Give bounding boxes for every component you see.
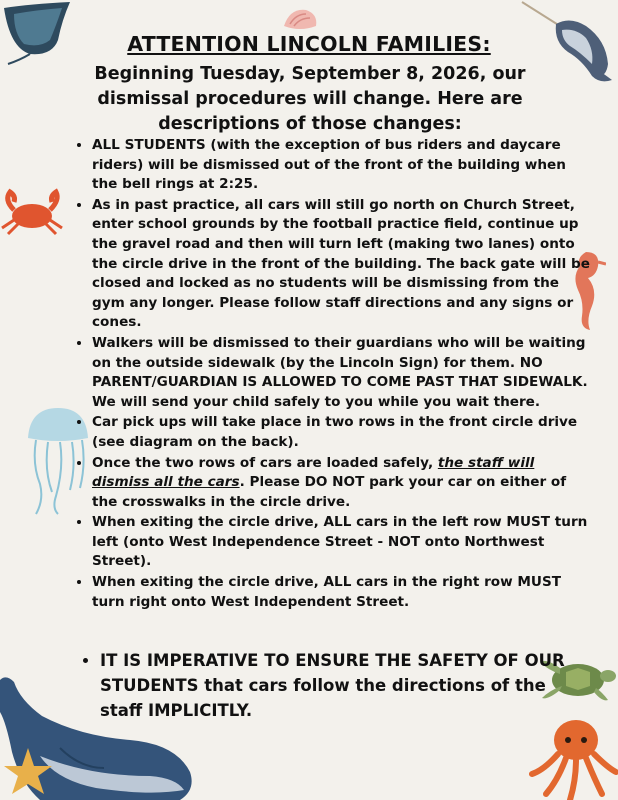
- crab-icon: [0, 186, 66, 238]
- seashell-icon: [280, 4, 320, 34]
- dismissal-rules-list: [70, 136, 592, 613]
- list-item: • When exiting the circle drive, ALL cars in the right row MUST turn right onto West Independent Street.: [92, 573, 592, 612]
- list-item: • As in past practice, all cars will still go north on Church Street, enter school grounds by the football practice field, continue up the gravel road and then will turn left (making two lanes) onto the circle drive in the front of the building. The back gate will be closed and locked as no students will be dismissing from the gym any longer. Please follow staff directions and any signs or cones.: [92, 196, 592, 333]
- list-item: [92, 454, 592, 513]
- safety-note: • IT IS IMPERATIVE TO ENSURE THE SAFETY OF OUR STUDENTS that cars follow the directions of the staff IMPLICITLY.: [100, 648, 590, 723]
- page-title: ATTENTION LINCOLN FAMILIES:: [127, 32, 491, 56]
- list-item: • Walkers will be dismissed to their guardians who will be waiting on the outside sidewalk (by the Lincoln Sign) for them. NO PARENT/GUARDIAN IS ALLOWED TO COME PAST THAT SIDEWALK. We will send your child safely to you while you wait there.: [92, 334, 592, 412]
- rule-text-pre: Once the two rows of cars are loaded safely,: [92, 454, 438, 471]
- rule-text-post: . Please DO NOT park your car on either of the crosswalks in the circle drive.: [92, 474, 567, 510]
- octopus-icon: [524, 714, 618, 800]
- list-item: • ALL STUDENTS (with the exception of bus riders and daycare riders) will be dismissed out of the front of the building when the bell rings at 2:25.: [92, 136, 592, 195]
- starfish-icon: [0, 744, 56, 800]
- list-item: • Car pick ups will take place in two rows in the front circle drive (see diagram on the back).: [92, 413, 592, 452]
- emphasized-text: the staff will dismiss all the cars: [92, 454, 535, 491]
- page-subtitle: Beginning Tuesday, September 8, 2026, our dismissal procedures will change. Here are descriptions of those changes:: [94, 64, 526, 134]
- list-item: • When exiting the circle drive, ALL cars in the left row MUST turn left (onto West Independence Street - NOT onto Northwest Street).: [92, 513, 592, 572]
- safety-note-list: [82, 648, 590, 723]
